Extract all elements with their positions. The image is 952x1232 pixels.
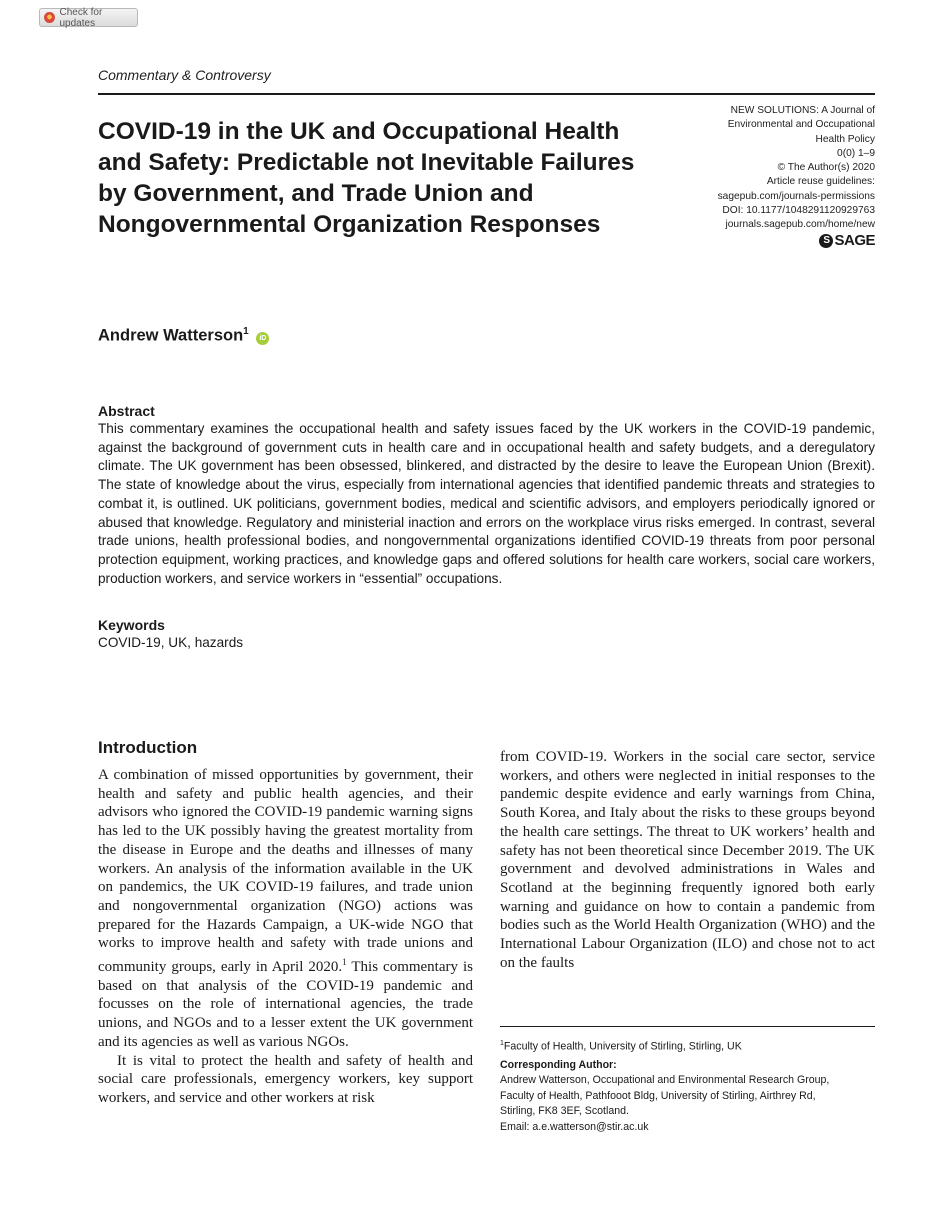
keywords bbox=[98, 617, 243, 653]
journal-line: Environmental and Occupational bbox=[727, 119, 875, 131]
journal-home-link[interactable]: journals.sagepub.com/home/new bbox=[725, 219, 875, 231]
abstract-heading: Abstract bbox=[98, 403, 155, 419]
orcid-icon[interactable]: iD bbox=[256, 332, 269, 345]
corresponding-address-line: Faculty of Health, Pathfooot Bldg, University of Stirling, Airthrey Rd, bbox=[500, 1089, 816, 1102]
sage-logo-text: SAGE bbox=[834, 231, 875, 249]
abstract-text: This commentary examines the occupational health and safety issues faced by the UK workers in the COVID-19 pandemic, against the background of government cuts in health care and in occupational health and safety budgets, and a deregulatory climate. The UK government has been obsessed, blinkered, and distracted by the desire to leave the European Union (Brexit). The state of knowledge about the virus, especially from international agencies that identified pandemic threats and strategies to combat it, is outlined. UK politicians, government bodies, medical and scientific advisors, and employers periodically ignored or abused that knowledge. Regulatory and ministerial inaction and errors on the workplace virus risks emerged. In contrast, several trade unions, health professional bodies, and nongovernmental organizations identified COVID-19 threats from poor personal protection equipment, working practices, and knowledge gaps and offered solutions for health care workers, social care workers, production workers, and service workers in “essential” occupations. bbox=[98, 421, 875, 586]
footnote-rule bbox=[500, 1026, 875, 1027]
check-for-updates-badge[interactable] bbox=[39, 8, 138, 27]
citation-ref[interactable]: 1 bbox=[342, 957, 347, 968]
body-text: This commentary is based on that analysis of the COVID-19 pandemic and focusses on the role of international agencies, the trade unions, and NGOs and to a lesser extent the UK government and its agencies as well as various NGOs. bbox=[98, 959, 474, 1050]
corresponding-address-line: Stirling, FK8 3EF, Scotland. bbox=[500, 1105, 629, 1118]
journal-line: NEW SOLUTIONS: A Journal of bbox=[730, 105, 875, 116]
header-rule bbox=[98, 93, 875, 95]
permissions-link[interactable]: sagepub.com/journals-permissions bbox=[717, 190, 875, 202]
affiliation-note bbox=[500, 1036, 880, 1055]
sage-logo-icon: S bbox=[819, 234, 833, 248]
copyright-line: © The Author(s) 2020 bbox=[777, 162, 875, 174]
check-for-updates-label: Check for updates bbox=[59, 6, 103, 29]
body-paragraph bbox=[98, 766, 473, 1052]
affiliation-text: Faculty of Health, University of Stirling, Stirling, UK bbox=[503, 1040, 742, 1053]
introduction-heading: Introduction bbox=[98, 738, 198, 757]
affiliation-mark: 1 bbox=[500, 1040, 504, 1047]
keywords-heading: Keywords bbox=[98, 617, 165, 633]
author-name: Andrew Watterson bbox=[98, 326, 244, 345]
journal-volume: 0(0) 1–9 bbox=[837, 147, 875, 159]
corresponding-author-label: Corresponding Author: bbox=[500, 1058, 617, 1071]
abstract bbox=[98, 403, 875, 588]
sage-logo bbox=[645, 231, 875, 249]
body-column-left bbox=[98, 766, 473, 1108]
body-paragraph: from COVID-19. Workers in the social care sector, service workers, and others were neglected in initial responses to the pandemic despite evidence and early warnings from China, South Korea, and Italy about the risks to these groups beyond the health care settings. The threat to UK workers’ health and safety has not been theoretical since December 2019. The UK government and devolved administrations in Wales and Scotland at the beginning frequently ignored both early warning and guidance on how to contain a pandemic from bodies such as the World Health Organization (WHO) and the International Labour Organization (ILO) and chose not to act on the faults bbox=[500, 749, 875, 971]
reuse-guidelines-label: Article reuse guidelines: bbox=[766, 176, 875, 188]
author-line bbox=[98, 326, 269, 346]
keywords-text: COVID-19, UK, hazards bbox=[98, 635, 244, 650]
corresponding-address-line: Andrew Watterson, Occupational and Environmental Research Group, bbox=[500, 1074, 830, 1087]
footnotes bbox=[500, 1036, 880, 1135]
journal-line: Health Policy bbox=[815, 133, 875, 145]
author-affiliation-mark: 1 bbox=[243, 326, 249, 337]
article-title: COVID-19 in the UK and Occupational Health and Safety: Predictable not Inevitable Failures by Government, and Trade Union and Nongovernmental Organization Responses bbox=[98, 118, 635, 238]
journal-info bbox=[645, 104, 875, 248]
doi-link[interactable]: DOI: 10.1177/1048291120929763 bbox=[722, 205, 875, 217]
body-column-right bbox=[500, 748, 875, 972]
body-text: A combination of missed opportunities by government, their health and safety and public health agencies, and their advisors who ignored the COVID-19 pandemic warning signs has led to the UK possibly having the greatest mortality from the disease in Europe and the deaths and illnesses of many workers. An analysis of the information available in the UK on pandemics, the UK COVID-19 failures, and trade union and nongovernmental organization (NGO) actions was prepared for the Hazards Campaign, a UK-wide NGO that works to improve health and safety with trade unions and community groups, early in April 2020. bbox=[98, 767, 473, 976]
crossmark-icon bbox=[44, 12, 55, 23]
section-label: Commentary & Controversy bbox=[98, 67, 271, 83]
body-paragraph: It is vital to protect the health and safety of health and social care professionals, emergency workers, key support workers, and service and other workers at risk bbox=[98, 1052, 473, 1106]
email-link[interactable]: Email: a.e.watterson@stir.ac.uk bbox=[500, 1120, 649, 1133]
